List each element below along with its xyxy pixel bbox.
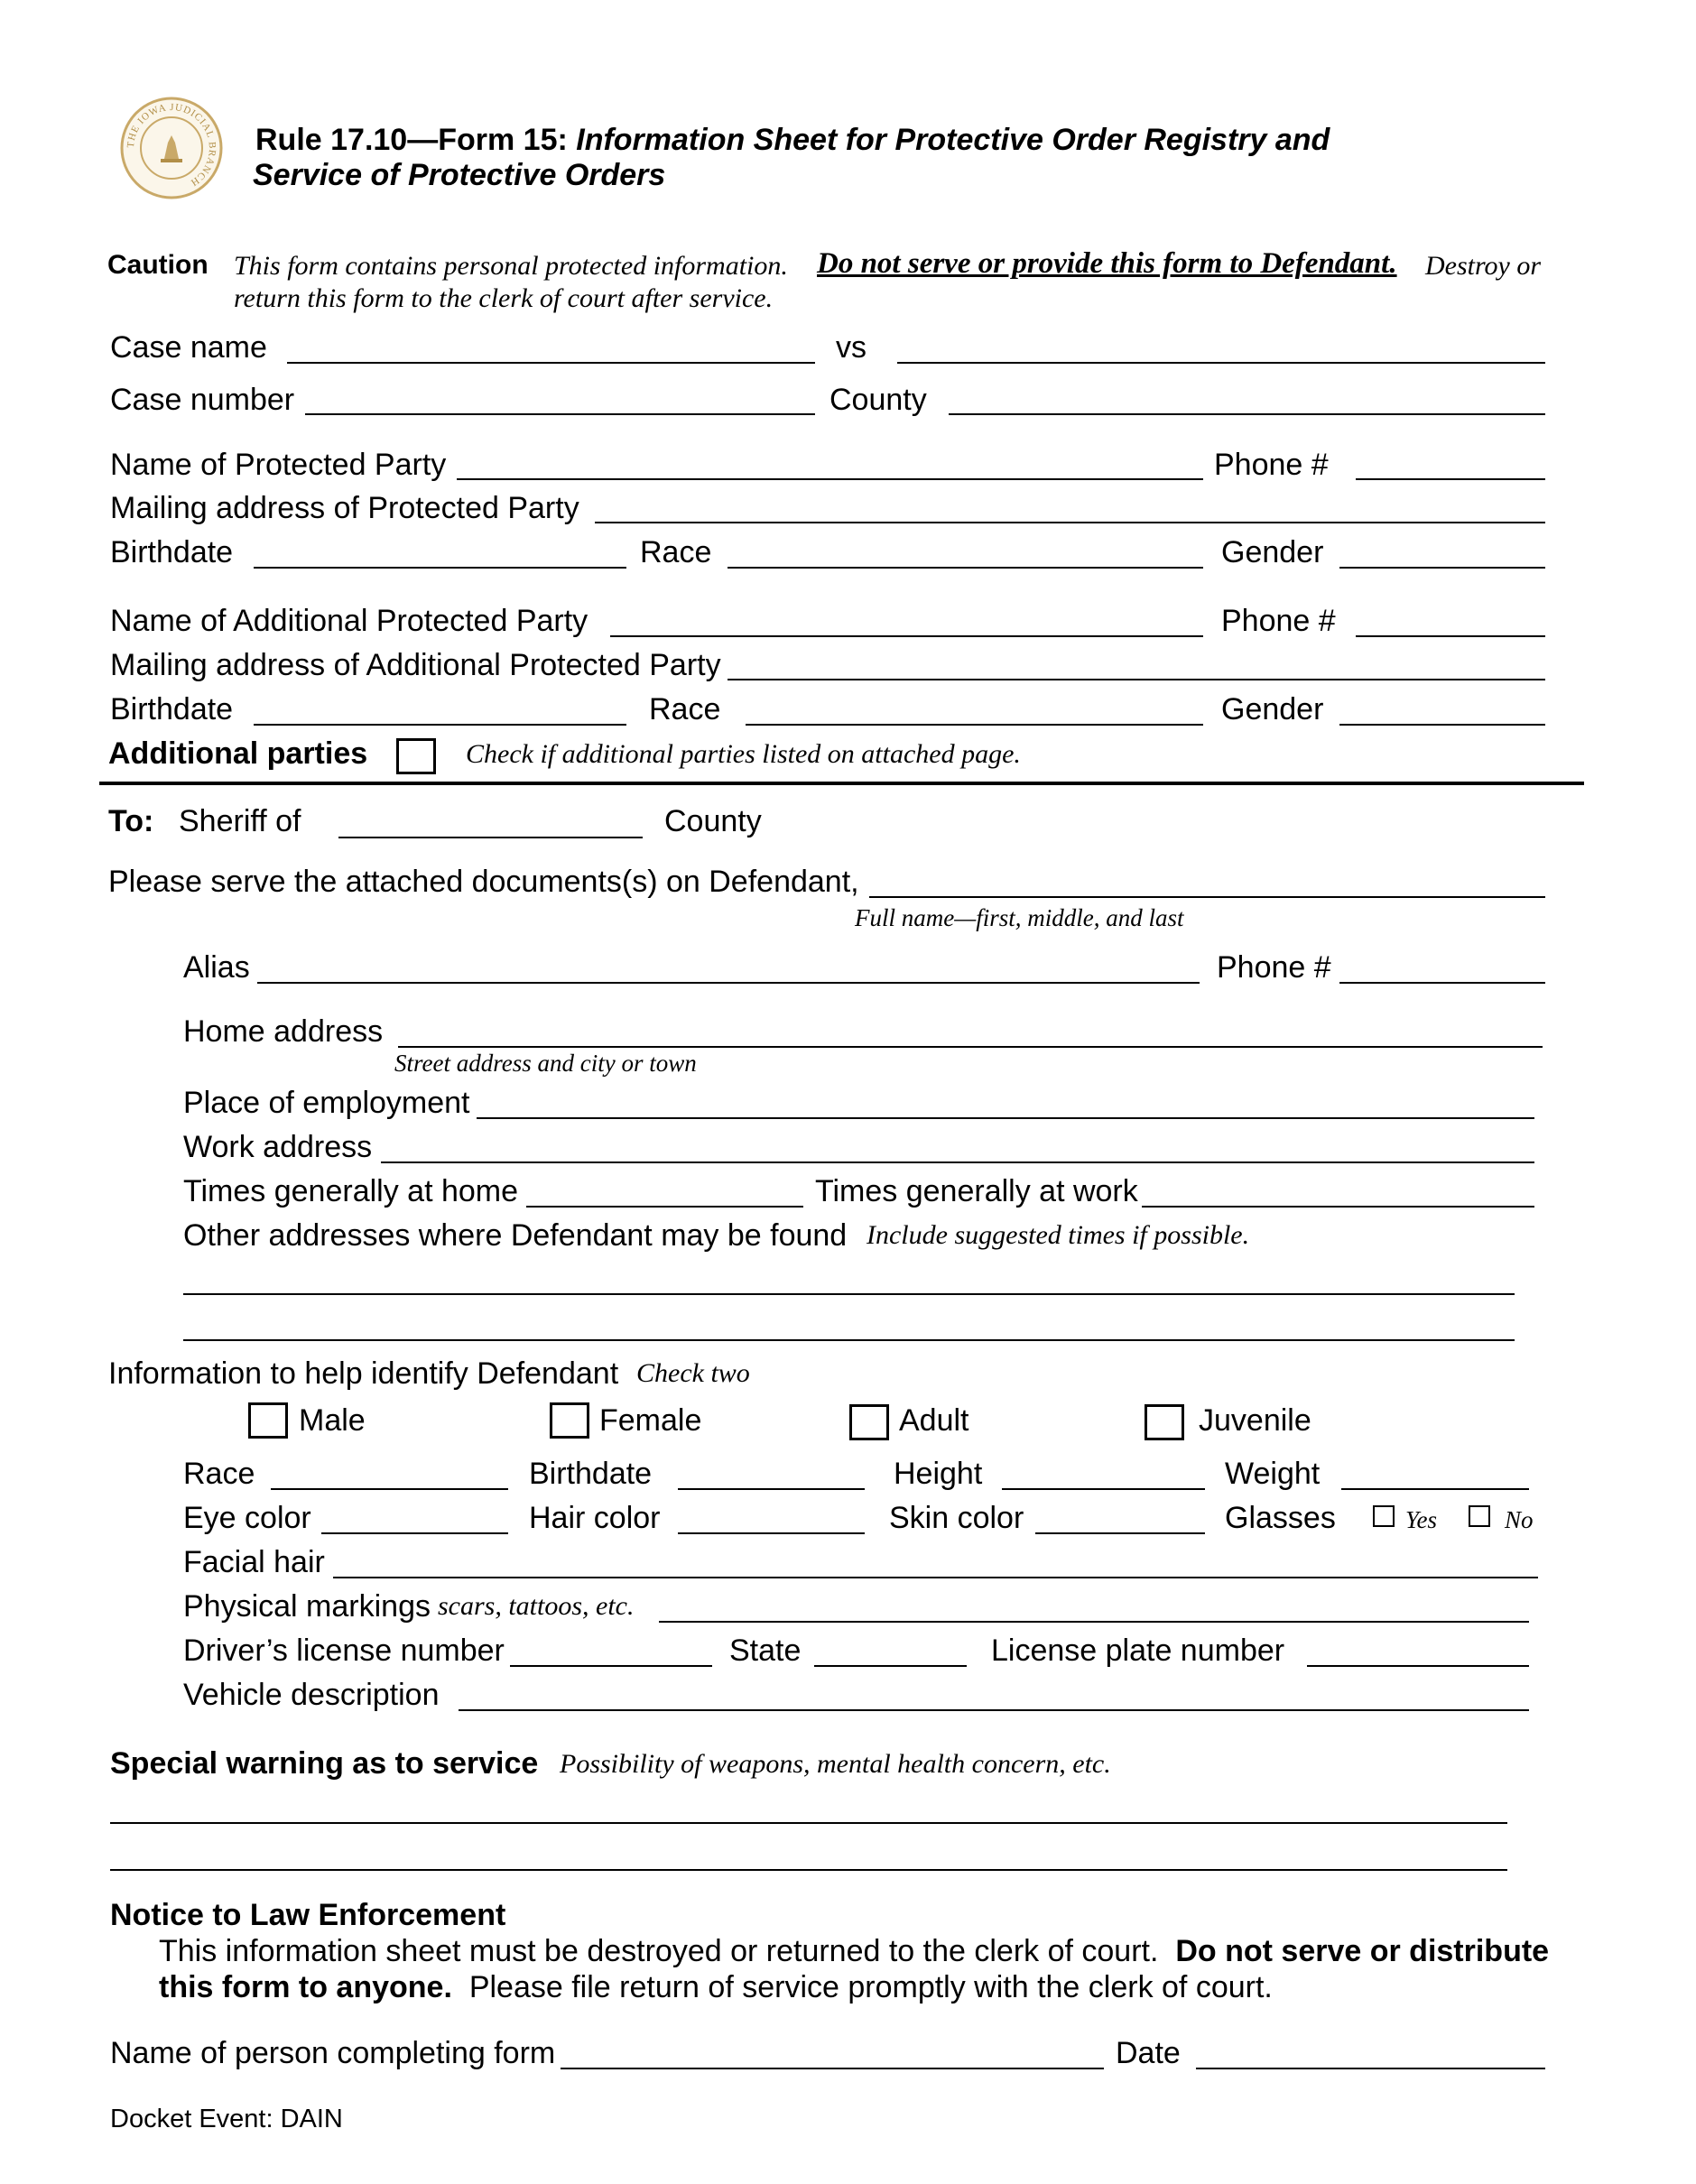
female-checkbox[interactable] — [550, 1402, 589, 1439]
hair-color-label: Hair color — [529, 1501, 661, 1535]
juvenile-label: Juvenile — [1199, 1403, 1311, 1438]
additional-party-name-label: Name of Additional Protected Party — [110, 604, 589, 638]
male-label: Male — [299, 1403, 366, 1438]
protected-party-race-label: Race — [640, 535, 712, 569]
home-address-hint: Street address and city or town — [394, 1050, 697, 1077]
additional-party-race-label: Race — [649, 692, 721, 726]
caution-text: This form contains personal protected information. — [234, 251, 788, 281]
weight-label: Weight — [1225, 1457, 1321, 1491]
glasses-label: Glasses — [1225, 1501, 1336, 1535]
sheriff-of-label: Sheriff of — [179, 804, 301, 838]
notice-line1-normal: This information sheet must be destroyed or returned to the clerk of court. — [159, 1934, 1159, 1968]
glasses-no-label: No — [1505, 1506, 1534, 1533]
notice-line2-normal: Please file return of service promptly with the clerk of court. — [468, 1970, 1273, 2004]
work-address-field[interactable] — [381, 1161, 1534, 1163]
eye-color-field[interactable] — [321, 1532, 508, 1534]
fullname-hint: Full name—first, middle, and last — [855, 904, 1184, 931]
vehicle-label: Vehicle description — [183, 1678, 440, 1712]
vs-field[interactable] — [897, 362, 1545, 364]
notice-title: Notice to Law Enforcement — [110, 1898, 506, 1932]
notice-line2 — [159, 1972, 1273, 2003]
additional-party-race-field[interactable] — [746, 724, 1203, 726]
state-label: State — [729, 1633, 802, 1668]
additional-party-mailing-label: Mailing address of Additional Protected Party — [110, 648, 721, 682]
to-label: To: — [108, 804, 154, 838]
birthdate-field[interactable] — [678, 1488, 865, 1490]
vs-label: vs — [836, 330, 867, 365]
physical-markings-field[interactable] — [659, 1621, 1529, 1623]
other-addresses-label: Other addresses where Defendant may be found — [183, 1218, 848, 1253]
race-label: Race — [183, 1457, 255, 1491]
iowa-judicial-seal-icon — [119, 96, 224, 200]
notice-line2-bold: this form to anyone. — [159, 1970, 452, 2004]
special-warning-label: Special warning as to service — [110, 1746, 539, 1781]
page-title-line2 — [253, 158, 665, 193]
weight-field[interactable] — [1341, 1488, 1529, 1490]
date-label: Date — [1116, 2036, 1181, 2070]
protected-party-mailing-label: Mailing address of Protected Party — [110, 491, 579, 525]
additional-party-mailing-field[interactable] — [728, 679, 1545, 680]
state-field[interactable] — [814, 1665, 967, 1667]
protected-party-gender-label: Gender — [1221, 535, 1324, 569]
glasses-yes-label: Yes — [1405, 1506, 1438, 1533]
hair-color-field[interactable] — [678, 1532, 865, 1534]
sheriff-county-field[interactable] — [338, 837, 643, 838]
home-address-field[interactable] — [398, 1046, 1543, 1048]
county-label: County — [829, 383, 927, 417]
alias-label: Alias — [183, 950, 250, 985]
defendant-fullname-field[interactable] — [869, 896, 1545, 898]
caution-text-line2: return this form to the clerk of court after service. — [234, 283, 774, 313]
protected-party-phone-field[interactable] — [1356, 478, 1545, 480]
height-field[interactable] — [1002, 1488, 1205, 1490]
sheriff-county-label: County — [664, 804, 762, 838]
female-label: Female — [599, 1403, 702, 1438]
employment-label: Place of employment — [183, 1086, 470, 1120]
docket-event: Docket Event: DAIN — [110, 2105, 343, 2133]
work-address-label: Work address — [183, 1130, 373, 1164]
additional-party-name-field[interactable] — [610, 635, 1203, 637]
facial-hair-label: Facial hair — [183, 1545, 325, 1579]
completing-label: Name of person completing form — [110, 2036, 556, 2070]
additional-parties-checkbox[interactable] — [396, 738, 436, 774]
protected-party-name-field[interactable] — [457, 478, 1203, 480]
eye-color-label: Eye color — [183, 1501, 311, 1535]
identify-label: Information to help identify Defendant — [108, 1356, 619, 1391]
plate-field[interactable] — [1307, 1665, 1529, 1667]
case-name-field[interactable] — [287, 362, 815, 364]
other-addresses-field-2[interactable] — [183, 1339, 1515, 1341]
license-label: Driver’s license number — [183, 1633, 505, 1668]
physical-markings-label: Physical markings — [183, 1589, 431, 1624]
protected-party-race-field[interactable] — [728, 567, 1203, 569]
special-warning-field-2[interactable] — [110, 1869, 1507, 1871]
county-field[interactable] — [949, 413, 1545, 415]
date-field[interactable] — [1196, 2068, 1545, 2069]
times-home-label: Times generally at home — [183, 1174, 519, 1208]
adult-label: Adult — [899, 1403, 969, 1438]
skin-color-field[interactable] — [1035, 1532, 1205, 1534]
protected-party-birthdate-label: Birthdate — [110, 535, 234, 569]
defendant-phone-field[interactable] — [1339, 982, 1545, 984]
caution-label: Caution — [107, 250, 209, 280]
other-addresses-hint: Include suggested times if possible. — [867, 1220, 1250, 1250]
adult-checkbox[interactable] — [849, 1404, 889, 1440]
page-title — [255, 123, 1330, 158]
other-addresses-field-1[interactable] — [183, 1293, 1515, 1295]
title-line2: Service of Protective Orders — [253, 158, 666, 192]
glasses-yes-checkbox[interactable] — [1373, 1505, 1395, 1527]
additional-party-phone-field[interactable] — [1356, 635, 1545, 637]
protected-party-gender-field[interactable] — [1339, 567, 1545, 569]
times-work-label: Times generally at work — [815, 1174, 1138, 1208]
times-home-field[interactable] — [526, 1206, 803, 1208]
additional-party-birthdate-label: Birthdate — [110, 692, 234, 726]
notice-line1 — [159, 1936, 1549, 1967]
title-line1: Information Sheet for Protective Order Registry and — [576, 123, 1330, 157]
case-name-label: Case name — [110, 330, 267, 365]
protected-party-phone-label: Phone # — [1214, 448, 1329, 482]
facial-hair-field[interactable] — [333, 1577, 1538, 1578]
serve-label: Please serve the attached documents(s) on Defendant, — [108, 865, 859, 899]
defendant-phone-label: Phone # — [1217, 950, 1331, 985]
case-number-label: Case number — [110, 383, 295, 417]
additional-parties-label: Additional parties — [108, 736, 368, 771]
rule-prefix: Rule 17.10—Form 15: — [255, 123, 568, 157]
glasses-no-checkbox[interactable] — [1469, 1505, 1490, 1527]
protected-party-birthdate-field[interactable] — [254, 567, 626, 569]
identify-hint: Check two — [636, 1358, 750, 1388]
skin-color-label: Skin color — [889, 1501, 1024, 1535]
additional-party-phone-label: Phone # — [1221, 604, 1336, 638]
times-work-field[interactable] — [1142, 1206, 1534, 1208]
license-field[interactable] — [510, 1665, 712, 1667]
completing-field[interactable] — [561, 2068, 1104, 2069]
home-address-label: Home address — [183, 1014, 384, 1049]
additional-party-birthdate-field[interactable] — [254, 724, 626, 726]
additional-party-gender-label: Gender — [1221, 692, 1324, 726]
additional-party-gender-field[interactable] — [1339, 724, 1545, 726]
caution-tail: Destroy or — [1425, 251, 1542, 281]
special-warning-field-1[interactable] — [110, 1822, 1507, 1824]
height-label: Height — [894, 1457, 983, 1491]
employment-field[interactable] — [477, 1117, 1534, 1119]
male-checkbox[interactable] — [248, 1402, 288, 1439]
caution-emphasis: Do not serve or provide this form to Defendant. — [817, 247, 1397, 280]
protected-party-mailing-field[interactable] — [595, 522, 1545, 523]
plate-label: License plate number — [991, 1633, 1285, 1668]
section-divider — [99, 782, 1584, 785]
birthdate-label: Birthdate — [529, 1457, 653, 1491]
case-number-field[interactable] — [305, 413, 815, 415]
physical-markings-hint: scars, tattoos, etc. — [438, 1591, 635, 1621]
special-warning-hint: Possibility of weapons, mental health concern, etc. — [560, 1749, 1111, 1779]
race-field[interactable] — [271, 1488, 508, 1490]
seal-lettering: THE IOWA JUDICIAL BRANCH — [125, 101, 218, 189]
notice-line1-bold: Do not serve or distribute — [1175, 1934, 1550, 1968]
protected-party-name-label: Name of Protected Party — [110, 448, 447, 482]
alias-field[interactable] — [257, 982, 1200, 984]
vehicle-field[interactable] — [459, 1709, 1529, 1711]
juvenile-checkbox[interactable] — [1145, 1404, 1184, 1440]
additional-parties-hint: Check if additional parties listed on attached page. — [466, 739, 1021, 769]
